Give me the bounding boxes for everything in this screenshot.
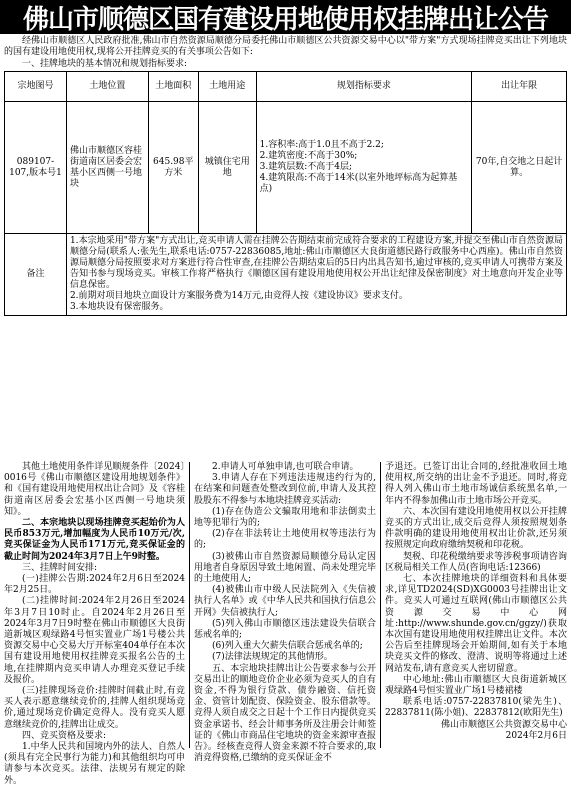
term-cell: 70年,自交地之日起计算。 <box>472 102 567 234</box>
area-cell: 645.98平方米 <box>148 102 198 234</box>
remark-item: 3.本地块设有保密服务。 <box>69 302 169 312</box>
paragraph: 予退还。已签订出让合同的,经批准收回土地使用权,所交纳的出让金不予退还。同时,将竞得人列入佛山市土地市场诚信系统黑名单,一年内不得参加佛山市土地市场公开竞买。 <box>385 462 567 506</box>
paragraph: 2.申请人可单独申请,也可联合申请。 <box>212 462 359 472</box>
table-header: 出让年限 <box>472 72 567 102</box>
paragraph: (7)法律法规规定的其他情形。 <box>212 652 333 663</box>
remarks-label: 备注 <box>5 234 67 316</box>
table-header: 规划指标要求 <box>256 72 472 102</box>
paragraph: 五、本宗地块挂牌出让公告要求参与公开交易出让的顺地竞价企业必须为竞买人的自有资金,不得为银行贷款、债券融资、信托资金、资管计划配资、保险资金、股东借款等。竞得人须自成交之日起十个工作日内提供竞买资金承诺书、经会计师事务所及注册会计师签证的《佛山市商品住宅地块的资金来源审查报告》。经核查竞得人资金来源不符合要求的,取消竞得资格,已缴纳的竞买保证金不 <box>194 663 376 764</box>
requirements-cell <box>256 102 472 234</box>
paragraph: 1.中华人民共和国境内外的法人、自然人(须具有完全民事行为能力)和其他组织均可申请参与本次竞买。法律、法规另有规定的除外。 <box>4 742 185 786</box>
location-cell: 佛山市顺德区容桂街道南区居委会宏基小区西侧一号地块 <box>66 102 148 234</box>
paragraph: (3)被佛山市自然资源局顺德分局认定因用地者自身原因导致土地闲置、尚未处理完毕的土地使用人; <box>194 551 376 585</box>
land-use-cell: 城镇住宅用地 <box>198 102 256 234</box>
paragraph: 三、挂牌时间安排: <box>22 562 98 573</box>
paragraph: (6)列入重大欠薪失信联合惩戒名单的; <box>212 641 363 652</box>
paragraph: 中心地址:佛山市顺德区大良街道新城区观绿路4号恒实置业广场1号楼裙楼 <box>385 674 567 697</box>
requirement-item: 2.建筑密度:不高于30%; <box>259 151 358 161</box>
paragraph: (5)列入佛山市顺德区违法建设失信联合惩戒名单的; <box>194 618 376 641</box>
page-title: 佛山市顺德区国有建设用地使用权挂牌出让公告 <box>22 4 548 35</box>
remark-item: 1.本宗地采用"带方案"方式出让,竞买申请人需在挂牌公告期结束前完成符合要求的工程建设方案,并提交至佛山市自然资源局顺德分局(联系人:张先生,联系电话:0757-22836085,地址:佛山市顺德区大良街道德民路行政服务中心西座)。佛山市自然资源局顺德分局按照要求对方案进行符合性审查,在挂牌公告期结束后的5日内出具告知书,逾过审核的,竞买申请人可携带方案及告知书参与现场竞买。审核工作将严格执行《顺德区国有建设用地使用权公开出让纪律及保密制度》对土地意向开发企业等信息保密。 <box>69 236 563 290</box>
land-info-table <box>4 71 567 316</box>
paragraph: 六、本次国有建设用地使用权以公开挂牌竞买的方式出让,成交后竞得人须按照规划条件款明确的建设用地使用权出让价款,还另须按照规定向政府缴纳契税和印花税。 <box>385 506 567 551</box>
requirement-item: 1.容积率:高于1.0且不高于2.2; <box>259 140 384 150</box>
requirement-item: 4.建筑限高:不高于14米(以室外地坪标高为起算基点) <box>259 173 458 194</box>
body-columns <box>4 462 567 786</box>
table-header: 土地面积 <box>148 72 198 102</box>
paragraph: (二)挂牌时间:2024年2月26日至2024年3月7日10时止。自2024年2月26日至2024年3月7日9时整在佛山市顺德区大良街道新城区观绿路4号恒实置业广场1号楼公共资源交易中心交易大厅开标室404单仔在本次国有建设用地使用权挂牌竞买报名公告的土地,在挂牌期内竞买申请人办理竞买登记手续及报价。 <box>4 596 185 685</box>
intro-paragraph: 经佛山市顺德区人民政府批准,佛山市自然资源局顺德分局委托佛山市顺德区公共资源交易中心以"带方案"方式现场挂牌竞买出让下列地块的国有建设用地使用权,现将公开挂牌竞买的有关事项公告如下: <box>4 36 567 57</box>
paragraph: (1)存在伪造公文骗取用地和非法倒卖土地等犯罪行为的; <box>194 506 376 529</box>
paragraph: 契税、印花税缴纳要求等涉税事项请咨询区税局相关工作人员(咨询电话:12366) <box>385 551 567 573</box>
paragraph: 其他土地使用条件详见顺规条件〔2024〕0016号《佛山市顺德区建设用地规划条件》和《国有建设用地使用权出让合同》及《容桂街道南区居委会宏基小区西侧一号地块须知》。 <box>4 462 185 517</box>
paragraph: (三)挂牌现场竞价:挂牌时间截止时,有竞买人表示愿意继续竞价的,挂牌人组织现场竞价,通过现场竞价确定竞得人。没有竞买人愿意继续竞价的,挂牌出让成交。 <box>4 686 185 730</box>
date: 2024年2月6日 <box>505 730 567 741</box>
table-row <box>5 102 567 234</box>
table-header: 土地用途 <box>198 72 256 102</box>
column-2 <box>190 462 381 764</box>
paragraph: (一)挂牌公告期:2024年2月6日至2024年2月25日。 <box>4 574 185 596</box>
paragraph: 七、本次挂牌地块的详细资料和具体要求,详见TD2024(SD)XG0003号挂牌出让文件。竞买人可通过互联网(佛山市顺德区公共资源交易中心网址:http://www.shunde.gov.cn/ggzy/)获取本次国有建设用地使用权挂牌出让文件。本次公告后至挂牌现场会开始期间,如有关于本地块竞买文件的修改、澄清、说明等将通过上述网站发布,请有意竞买人密切留意。 <box>385 574 567 674</box>
paragraph: (2)存在非法转让土地使用权等违法行为的; <box>194 529 376 551</box>
parcel-id-cell: 089107-107,版本号1 <box>5 102 67 234</box>
paragraph: 3.申请人存在下列违法违规违约行为的,在结案和问题查处整改到位前,申请人及其控股股东不得参与本地块挂牌竞买活动: <box>194 473 376 506</box>
column-1 <box>4 462 190 786</box>
table-header-row <box>5 72 567 102</box>
title-banner <box>0 0 571 34</box>
paragraph: (4)被佛山市中级人民法院列入《失信被执行人名单》或《中华人民共和国执行信息公开网》失信被执行人; <box>194 585 376 618</box>
paragraph: 四、竞买资格及要求: <box>22 730 107 741</box>
requirement-item: 3.建筑层数:不高于4层; <box>259 162 353 172</box>
section-heading: 一、挂牌地块的基本情况和规划指标要求: <box>22 59 188 69</box>
remark-item: 2.前期对项目地块立面设计方案服务费为14万元,由竞得人按《建设协议》要求支付。 <box>69 291 408 301</box>
price-paragraph: 二、本宗地块以现场挂牌竞买起始价为人民币853万元,增加幅度为人民币10万元/次,竞买保证金为人民币171万元,竞买保证金的截止时间为2024年3月7日上午9时整。 <box>4 518 185 562</box>
remarks-cell <box>66 234 566 316</box>
column-3 <box>381 462 567 748</box>
table-header: 土地位置 <box>66 72 148 102</box>
paragraph: 联系电话:0757-22837810(梁先生)、22837811(陈小姐)、22837812(欧阳先生) <box>385 697 567 719</box>
remarks-row <box>5 234 567 316</box>
table-header: 宗地图号 <box>5 72 67 102</box>
signature: 佛山市顺德区公共资源交易中心 <box>440 719 567 730</box>
